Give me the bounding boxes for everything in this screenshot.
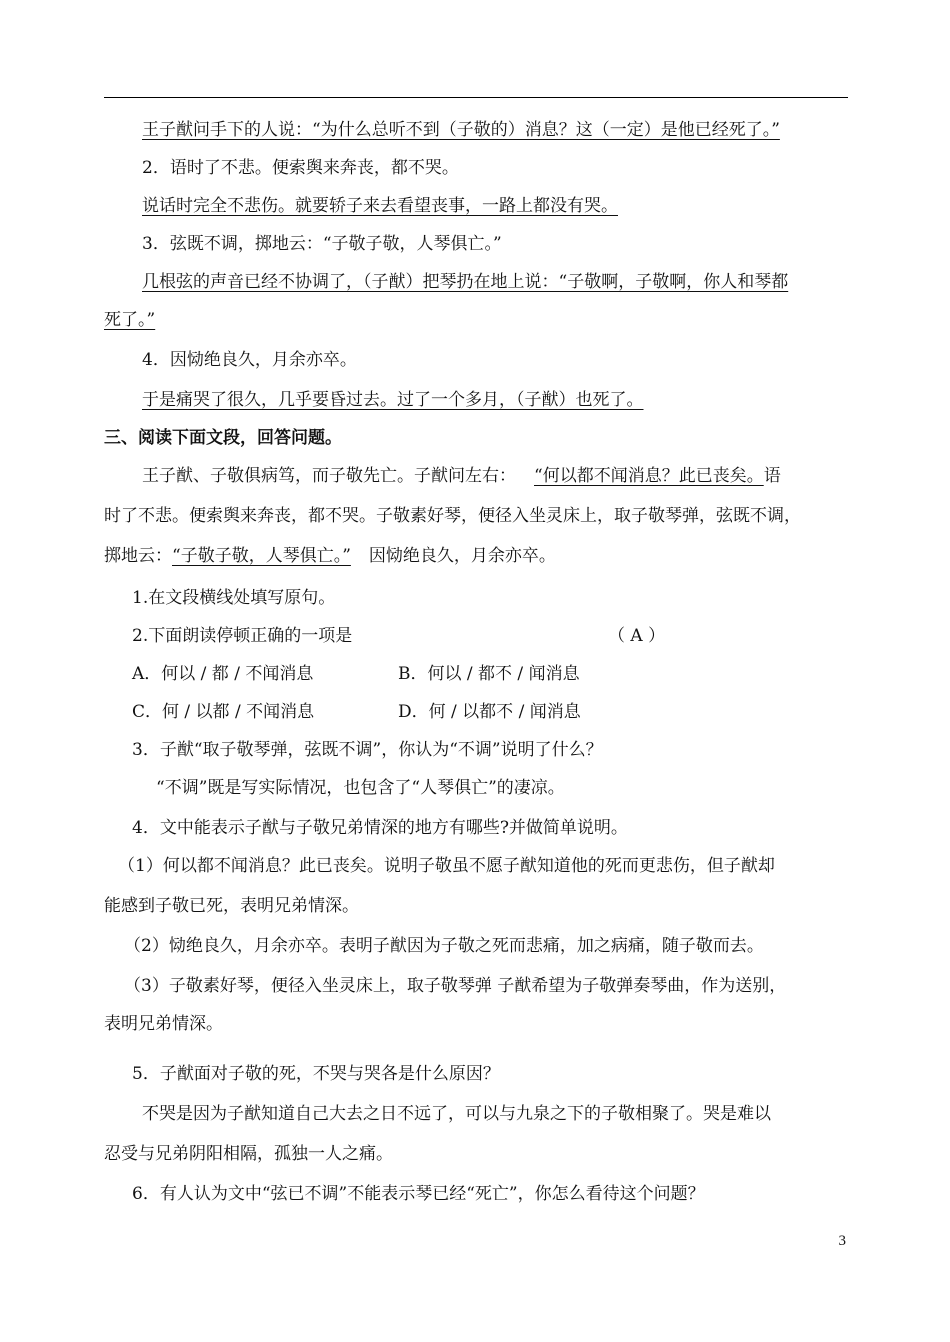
question-2-sentence: 2．语时了不悲。便索舆来奔丧，都不哭。: [142, 158, 459, 178]
question-2: 2.下面朗读停顿正确的一项是: [132, 626, 353, 646]
header-rule: [104, 97, 848, 98]
passage-line-2: 时了不悲。便索舆来奔丧，都不哭。子敬素好琴，便径入坐灵床上，取子敬琴弹，弦既不调，: [104, 506, 801, 526]
section-3-heading: 三、阅读下面文段，回答问题。: [104, 428, 342, 448]
passage-line-1: [142, 464, 781, 488]
answer-4-3-line2: 表明兄弟情深。: [104, 1014, 223, 1034]
question-5: 5．子猷面对子敬的死，不哭与哭各是什么原因？: [132, 1064, 500, 1084]
passage-text: 王子猷、子敬俱病笃，而子敬先亡。子猷问左右：: [142, 466, 516, 486]
option-b: B．何以 / 都不 / 闻消息: [398, 664, 580, 684]
answer-4-1-line1: （1）何以都不闻消息？此已丧矣。说明子敬虽不愿子猷知道他的死而更悲伤，但子猷却: [118, 856, 775, 876]
option-a: A．何以 / 都 / 不闻消息: [132, 664, 314, 684]
answer-3-translation-line1: 几根弦的声音已经不协调了，（子猷）把琴扔在地上说：“子敬啊，子敬啊，你人和琴都: [142, 272, 789, 292]
question-3: 3．子猷“取子敬琴弹，弦既不调”，你认为“不调”说明了什么？: [132, 740, 603, 760]
passage-text: 掷地云：: [104, 546, 172, 566]
question-6: 6．有人认为文中“弦已不调”不能表示琴已经“死亡”，你怎么看待这个问题？: [132, 1184, 705, 1204]
option-d: D．何 / 以都不 / 闻消息: [398, 702, 581, 722]
answer-4-2: （2）恸绝良久，月余亦卒。表明子猷因为子敬之死而悲痛，加之病痛，随子敬而去。: [124, 936, 764, 956]
answer-5-line2: 忍受与兄弟阴阳相隔，孤独一人之痛。: [104, 1144, 393, 1164]
option-c: C．何 / 以都 / 不闻消息: [132, 702, 315, 722]
answer-3-translation-line2: 死了。”: [104, 310, 156, 330]
passage-fill-2: “子敬子敬，人琴俱亡。”: [172, 546, 351, 566]
answer-2-translation: 说话时完全不悲伤。就要轿子来去看望丧事，一路上都没有哭。: [142, 196, 618, 216]
answer-4-1-line2: 能感到子敬已死，表明兄弟情深。: [104, 896, 359, 916]
answer-1-translation: 王子猷问手下的人说：“为什么总听不到（子敬的）消息？这（一定）是他已经死了。”: [142, 120, 780, 140]
passage-text: 语: [763, 466, 781, 486]
answer-3: “不调”既是写实际情况，也包含了“人琴俱亡”的凄凉。: [156, 778, 565, 798]
answer-4-3-line1: （3）子敬素好琴，便径入坐灵床上，取子敬琴弹 子猷希望为子敬弹奏琴曲，作为送别，: [124, 976, 787, 996]
page-number: 3: [838, 1233, 846, 1249]
answer-5-line1: 不哭是因为子猷知道自己大去之日不远了，可以与九泉之下的子敬相聚了。哭是难以: [142, 1104, 771, 1124]
passage-fill-1: “何以都不闻消息？此已丧矣。: [534, 466, 764, 486]
question-4: 4．文中能表示子猷与子敬兄弟情深的地方有哪些?并做简单说明。: [132, 818, 628, 838]
question-3-sentence: 3．弦既不调，掷地云：“子敬子敬，人琴俱亡。”: [142, 234, 502, 254]
passage-text: 因恸绝良久，月余亦卒。: [368, 546, 556, 566]
passage-line-3: [104, 544, 556, 568]
question-1: 1.在文段横线处填写原句。: [132, 588, 336, 608]
question-4-sentence: 4．因恸绝良久，月余亦卒。: [142, 350, 357, 370]
answer-4-translation: 于是痛哭了很久，几乎要昏过去。过了一个多月，（子猷）也死了。: [142, 390, 644, 410]
question-2-answer: （ A ）: [608, 626, 666, 646]
